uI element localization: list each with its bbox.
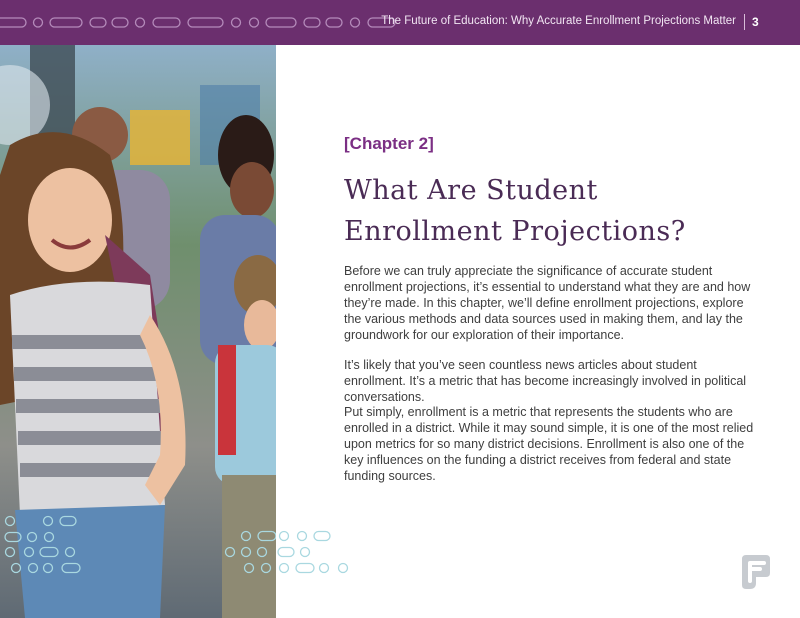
header-dot-pattern xyxy=(0,0,400,45)
body-paragraph: It’s likely that you’ve seen countless news articles about student enrollment. It’s a metric that has become increasingly involved in political conversations. xyxy=(344,358,747,404)
company-logo-icon xyxy=(736,553,774,591)
body-paragraph: Put simply, enrollment is a metric that represents the students who are enrolled in a district. While it may sound simple, it is one of the most relied upon metrics for so many district decisions. Enrollment is also one of the key influences on the funding a district receives from federal and state funding sources. xyxy=(344,405,754,483)
header-divider xyxy=(744,14,745,30)
header-title: The Future of Education: Why Accurate Enrollment Projections Matter xyxy=(381,15,736,27)
body-paragraph: Before we can truly appreciate the significance of accurate student enrollment projections, it’s essential to understand what they are and how they’re made. In this chapter, we’ll define enrollment projections, explore the various methods and data sources used in making them, and lay the groundwork for our exploration of their importance. xyxy=(344,264,751,342)
page-header xyxy=(0,0,800,45)
students-walking-photo xyxy=(0,45,276,618)
decorative-dot-pattern xyxy=(276,525,356,575)
page-title xyxy=(344,170,764,252)
page-title-line-1: What Are Student xyxy=(344,175,598,206)
page-title-line-2: Enrollment Projections? xyxy=(344,216,686,247)
page-number: 3 xyxy=(752,15,759,29)
chapter-label: [Chapter 2] xyxy=(344,134,434,153)
